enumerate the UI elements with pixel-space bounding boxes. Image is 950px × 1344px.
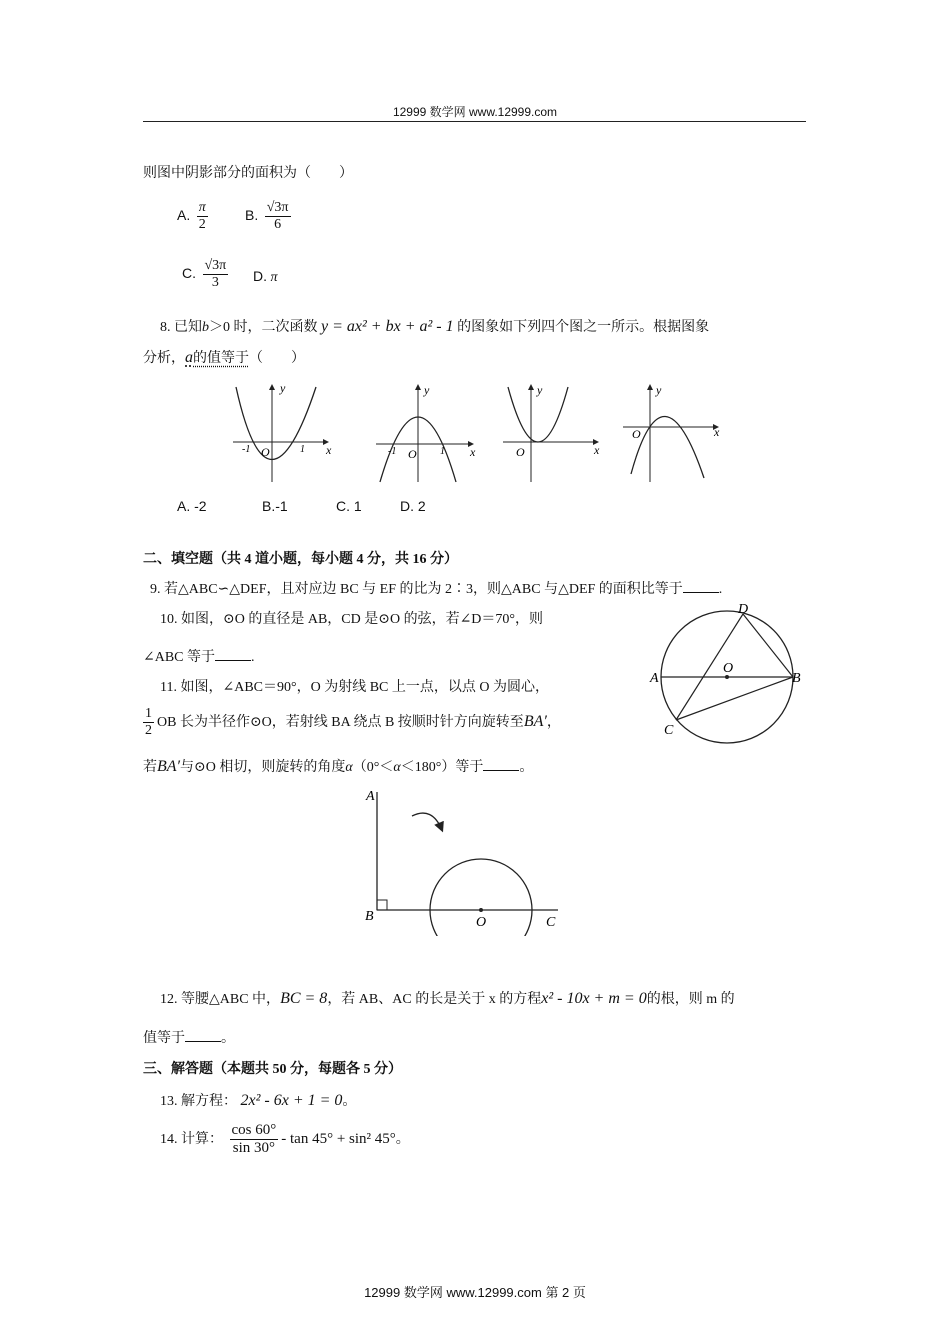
q11-label-o: O [476, 915, 487, 930]
q8-graph-d [623, 383, 720, 482]
q11-ba-prime-1: BA′ [523, 712, 547, 730]
q11-line3-b: 与⊙O 相切，则旋转的角度 [180, 760, 346, 775]
graph-b-neg1-label: -1 [388, 446, 397, 457]
q12-answer-blank[interactable] [185, 1029, 221, 1042]
q9 [150, 578, 722, 598]
q7-option-a-label: A. [177, 206, 191, 223]
q10-line1: 10. 如图，⊙O 的直径是 AB，CD 是⊙O 的弦，若∠D＝70°，则 [160, 612, 544, 627]
q7-option-b [245, 200, 294, 233]
q8-option-a: A. -2 [177, 498, 207, 514]
q12-line1-a: 12. 等腰△ABC 中， [160, 992, 281, 1007]
page-header: 12999 数学网 www.12999.com [392, 105, 558, 119]
q7-option-c-num: √3π [203, 258, 229, 275]
q12-bc-value: BC = 8 [280, 990, 328, 1007]
q11-alpha-1: α [345, 760, 353, 775]
q10-label-b: B [792, 671, 801, 686]
q12-equation: x² - 10x + m = 0 [541, 990, 647, 1007]
q7-option-b-num: √3π [265, 200, 291, 217]
q14-numerator: cos 60° [230, 1122, 279, 1140]
header-rule [143, 121, 806, 122]
graph-c-y-label: y [537, 383, 543, 397]
q8-option-c: C. 1 [336, 498, 362, 514]
q11-figure [360, 786, 570, 936]
graph-a-one-label: 1 [300, 444, 305, 455]
q11-frac-num: 1 [143, 706, 154, 723]
q8-number: 8. [160, 320, 171, 335]
q8-text3: 的图象如下列四个图之一所示。根据图象 [457, 320, 710, 335]
q10-label-c: C [664, 723, 674, 738]
q7-option-a-fraction [197, 200, 208, 233]
q8-graph-b [376, 383, 476, 482]
q13-label: 13. 解方程： [160, 1094, 237, 1109]
q11-line1: 11. 如图，∠ABC＝90°，O 为射线 BC 上一点，以点 O 为圆心， [160, 680, 549, 695]
q14-end: 。 [395, 1131, 410, 1147]
q7-option-d [253, 268, 278, 286]
q8-text2: ＞0 时，二次函数 [209, 320, 318, 335]
q7-option-d-label: D. [253, 268, 267, 284]
q13-equation: 2x² - 6x + 1 = 0 [240, 1092, 343, 1109]
graph-b-one-label: 1 [440, 446, 445, 457]
q8-line2-c: （ ） [249, 351, 305, 366]
graph-a-neg1-label: -1 [242, 444, 251, 455]
section-3-title: 三、解答题（本题共 50 分，每题各 5 分） [143, 1062, 402, 1077]
q7-stem: 则图中阴影部分的面积为（ ） [143, 166, 353, 181]
q10-end: . [251, 650, 255, 665]
graph-b-y-label: y [424, 383, 430, 397]
graph-d-x-label: x [714, 425, 720, 439]
q10-answer-blank[interactable] [215, 648, 251, 661]
q7-option-c [182, 258, 231, 291]
q11-line2 [143, 706, 561, 739]
q10-figure [648, 600, 808, 750]
graph-c-x-label: x [594, 443, 600, 457]
q11-end: 。 [519, 760, 534, 775]
q7-option-c-den: 3 [211, 275, 219, 291]
q8-line2-a: 分析， [143, 351, 185, 366]
section-2-title: 二、填空题（共 4 道小题，每小题 4 分，共 16 分） [143, 552, 458, 567]
q11-label-b: B [365, 909, 374, 924]
q8-line2 [143, 347, 305, 367]
q7-option-d-value: π [270, 270, 278, 285]
q7-option-c-label: C. [182, 264, 196, 281]
q7-option-a-num: π [197, 200, 208, 217]
q11-line2-end: ， [546, 714, 561, 730]
q7-option-b-fraction [265, 200, 291, 233]
q10-label-d: D [738, 602, 749, 617]
q11-alpha-2: α [393, 760, 401, 775]
graph-d-origin-label: O [632, 427, 641, 441]
q8-formula: y = ax² + bx + a² - 1 [321, 318, 454, 335]
q11-ba-prime-2: BA′ [157, 758, 181, 775]
q11-label-c: C [546, 915, 556, 930]
q11-label-a: A [366, 789, 375, 804]
q11-answer-blank[interactable] [483, 758, 519, 771]
q8-var-a: a [185, 349, 193, 366]
graph-c-origin-label: O [516, 445, 525, 459]
q11-line3-c: （0°＜ [352, 760, 394, 775]
q7-option-a [177, 200, 211, 233]
q9-text: 9. 若△ABC∽△DEF，且对应边 BC 与 EF 的比为 2∶3，则△ABC 与△DEF 的面积比等于 [150, 582, 683, 597]
q14 [160, 1122, 410, 1158]
q13-end: 。 [342, 1094, 357, 1109]
q10-label-o: O [723, 661, 734, 676]
q8-graphs [228, 382, 738, 484]
q11-line2-text: OB 长为半径作⊙O，若射线 BA 绕点 B 按顺时针方向旋转至 [157, 714, 524, 730]
q8-option-d: D. 2 [400, 498, 426, 514]
q7-option-b-label: B. [245, 206, 259, 223]
q13 [160, 1090, 356, 1110]
graph-b-origin-label: O [408, 447, 417, 461]
q8-graph-c [503, 383, 600, 482]
q12-line1-c: 的根，则 m 的 [646, 992, 735, 1007]
q8-line2-b: 的值等于 [193, 351, 249, 366]
q10-line2 [143, 646, 255, 666]
q10-label-a: A [650, 671, 659, 686]
graph-a-y-label: y [280, 382, 286, 395]
q8-graph-a [233, 382, 332, 482]
q14-denominator: sin 30° [232, 1140, 275, 1157]
q8-line1 [160, 316, 709, 336]
q12-line2 [143, 1027, 235, 1047]
q11-frac-den: 2 [145, 723, 152, 739]
q12-line1 [160, 988, 735, 1008]
q12-line1-b: ，若 AB、AC 的长是关于 x 的方程 [327, 992, 542, 1007]
q11-line3-a: 若 [143, 760, 157, 775]
q7-option-b-den: 6 [274, 217, 282, 233]
q8-option-b: B.-1 [262, 498, 288, 514]
graph-a-x-label: x [326, 443, 332, 457]
q8-var-b: b [202, 320, 209, 335]
q9-end: . [718, 582, 723, 597]
q7-option-a-den: 2 [198, 217, 206, 233]
q11-line3-d: ＜180°）等于 [400, 760, 484, 775]
q9-answer-blank[interactable] [683, 580, 719, 593]
graph-d-y-label: y [656, 383, 662, 397]
q7-option-c-fraction [203, 258, 229, 291]
graph-a-origin-label: O [261, 445, 270, 459]
q8-text1: 已知 [174, 320, 202, 335]
q10-line2-text: ∠ABC 等于 [143, 650, 216, 665]
q12-end: 。 [221, 1031, 235, 1046]
q12-line2-text: 值等于 [143, 1031, 185, 1046]
q11-line3 [143, 756, 533, 776]
graph-b-x-label: x [470, 445, 476, 459]
q14-label: 14. 计算： [160, 1131, 223, 1147]
q14-rest: - tan 45° + sin² 45° [281, 1130, 396, 1147]
q14-fraction [230, 1122, 279, 1158]
page-footer: 12999 数学网 www.12999.com 第 2 页 [364, 1285, 586, 1300]
q11-half-fraction [143, 706, 154, 739]
